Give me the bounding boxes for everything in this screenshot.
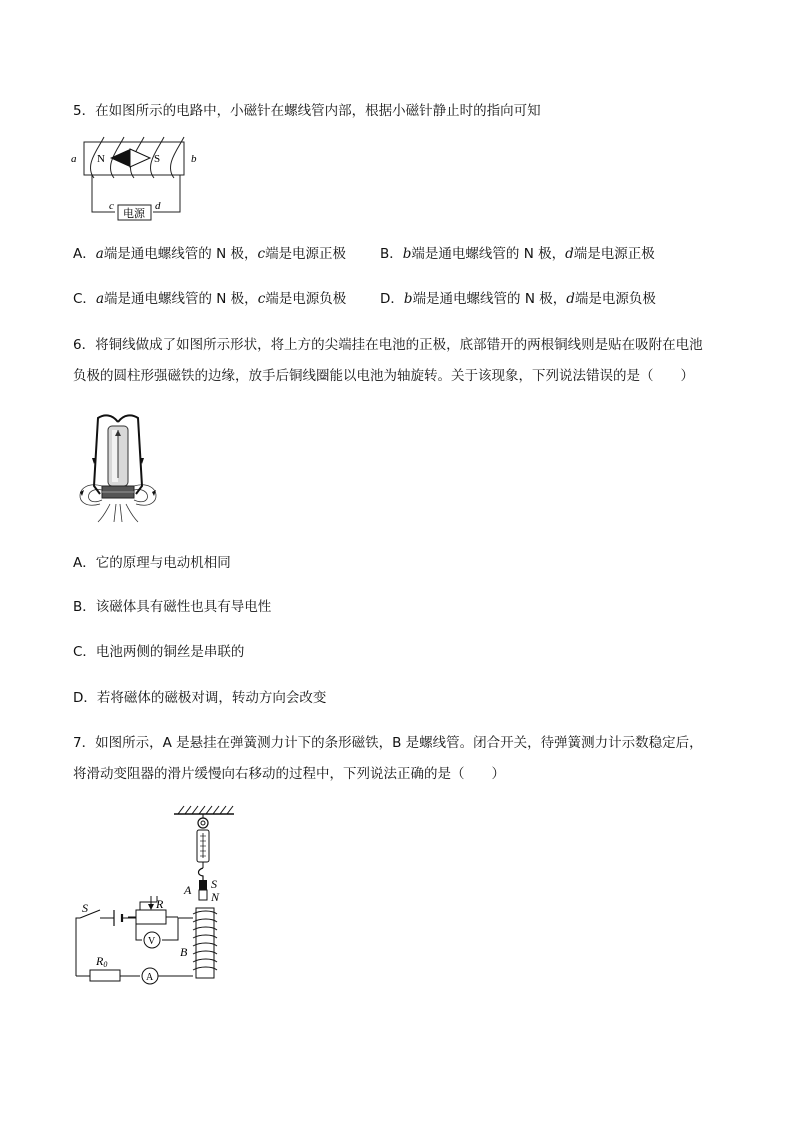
q7-label-r: R	[156, 897, 164, 911]
q7-circuit-figure	[66, 804, 236, 992]
q7-label-a: A	[184, 883, 192, 897]
q5-stem: 5．在如图所示的电路中，小磁针在螺线管内部，根据小磁针静止时的指向可知	[73, 103, 541, 119]
q5-label-c: c	[109, 200, 114, 212]
q5-option-c[interactable]: C．a端是通电螺线管的 N 极，c端是电源负极	[73, 291, 347, 307]
q5-label-a: a	[71, 153, 77, 165]
q7-label-s-pole: S	[211, 877, 217, 891]
q7-label-switch: S	[82, 901, 88, 915]
q7-label-amm: A	[146, 972, 154, 983]
q6-stem-line1: 6．将铜线做成了如图所示形状，将上方的尖端挂在电池的正极，底部错开的两根铜线则是贴在吸附在电池	[73, 337, 703, 353]
q7-label-n-pole: N	[211, 890, 220, 904]
svg-text:R0	[95, 954, 107, 969]
q5-source-label: 电源	[123, 207, 145, 220]
q5-label-b: b	[191, 153, 197, 165]
q6-homopolar-motor-figure	[72, 408, 164, 522]
q6-option-a[interactable]: A．它的原理与电动机相同	[73, 555, 231, 571]
q5-option-b[interactable]: B．b端是通电螺线管的 N 极，d端是电源正极	[380, 246, 655, 262]
q7-label-v: V	[148, 936, 156, 947]
q6-stem-line2: 负极的圆柱形强磁铁的边缘，放手后铜线圈能以电池为轴旋转。关于该现象，下列说法错误的是（ ）	[73, 368, 694, 384]
q6-option-b[interactable]: B．该磁体具有磁性也具有导电性	[73, 599, 272, 615]
q7-label-b: B	[180, 945, 188, 959]
q5-label-n: N	[97, 153, 105, 165]
q5-option-a[interactable]: A．a端是通电螺线管的 N 极，c端是电源正极	[73, 246, 347, 262]
q5-option-d[interactable]: D．b端是通电螺线管的 N 极，d端是电源负极	[380, 291, 656, 307]
q5-label-s: S	[154, 153, 161, 165]
q5-solenoid-figure	[68, 135, 208, 223]
q7-stem-line2: 将滑动变阻器的滑片缓慢向右移动的过程中，下列说法正确的是（ ）	[73, 766, 505, 782]
q5-label-d: d	[155, 200, 161, 212]
q7-stem-line1: 7．如图所示，A 是悬挂在弹簧测力计下的条形磁铁，B 是螺线管。闭合开关，待弹簧测力计示数稳定后，	[73, 735, 703, 751]
q7-label-r0-sub: 0	[103, 960, 108, 969]
q6-option-c[interactable]: C．电池两侧的铜丝是串联的	[73, 644, 245, 660]
q7-label-r0: R	[96, 954, 104, 968]
q6-option-d[interactable]: D．若将磁体的磁极对调，转动方向会改变	[73, 690, 327, 706]
